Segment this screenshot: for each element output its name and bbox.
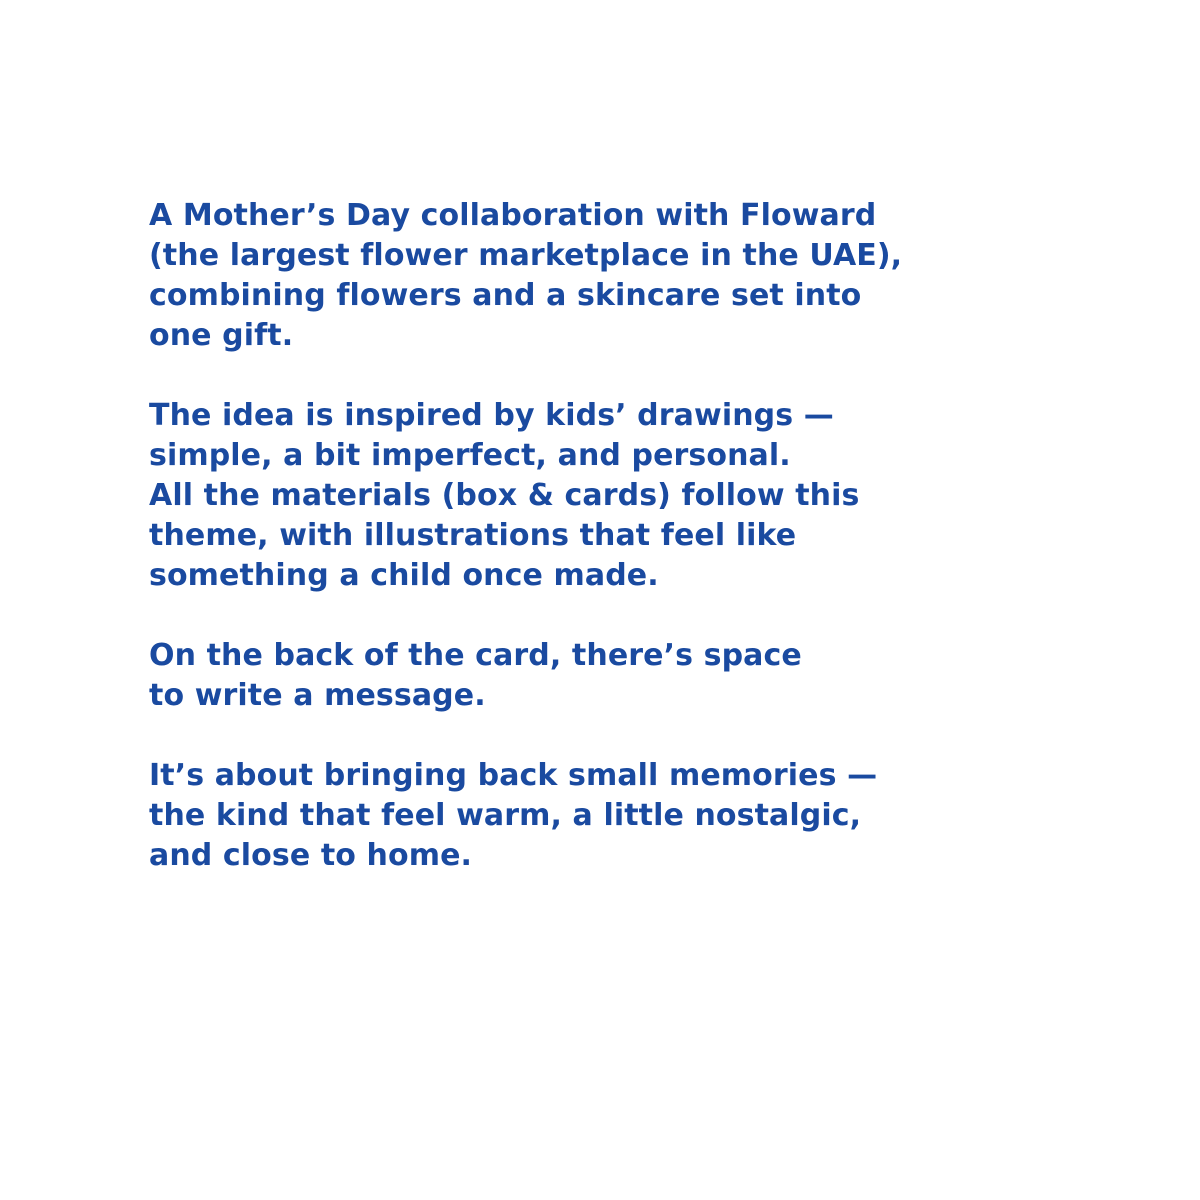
- text-line: A Mother’s Day collaboration with Floward: [149, 198, 877, 233]
- text-line: The idea is inspired by kids’ drawings —: [149, 398, 834, 433]
- paragraph-card-back: [149, 636, 1149, 716]
- text-line: theme, with illustrations that feel like: [149, 518, 797, 553]
- paragraph-memories: [149, 756, 1149, 876]
- text-line: It’s about bringing back small memories —: [149, 758, 878, 793]
- text-line: simple, a bit imperfect, and personal.: [149, 438, 791, 473]
- text-line: All the materials (box & cards) follow this: [149, 478, 860, 513]
- description-text-block: [149, 196, 1149, 916]
- text-line: to write a message.: [149, 678, 486, 713]
- text-line: the kind that feel warm, a little nostalgic,: [149, 798, 862, 833]
- text-line: combining flowers and a skincare set into: [149, 278, 862, 313]
- paragraph-collaboration: [149, 196, 1149, 356]
- paragraph-idea: [149, 396, 1149, 596]
- text-line: something a child once made.: [149, 558, 659, 593]
- text-line: (the largest flower marketplace in the UAE),: [149, 238, 903, 273]
- text-line: and close to home.: [149, 838, 473, 873]
- text-line: On the back of the card, there’s space: [149, 638, 802, 673]
- text-line: one gift.: [149, 318, 294, 353]
